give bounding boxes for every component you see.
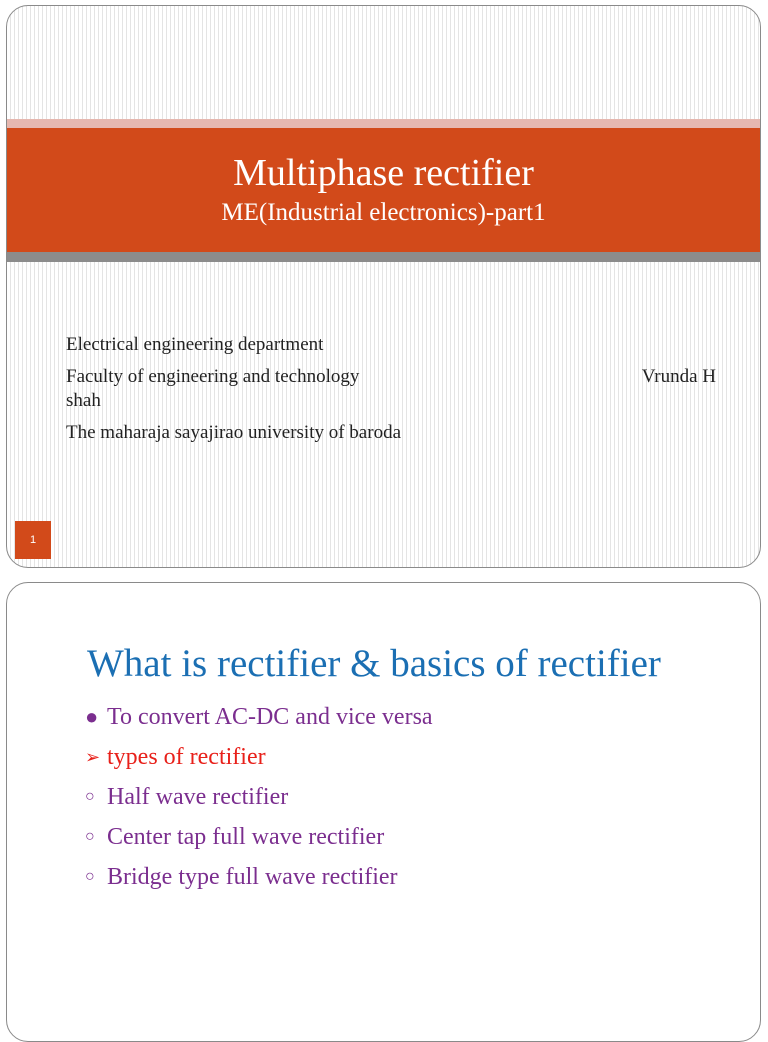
- bullet-text: To convert AC-DC and vice versa: [107, 704, 433, 730]
- author-info: [66, 333, 726, 453]
- list-item: [85, 743, 433, 771]
- title-band: [7, 128, 760, 252]
- ring-bullet-icon: ○: [85, 828, 95, 845]
- author-last-name: shah: [66, 390, 101, 411]
- list-item: [85, 823, 433, 851]
- title-slide: [6, 5, 761, 568]
- bullet-text: types of rectifier: [107, 744, 266, 770]
- faculty-author-line: [66, 365, 726, 413]
- ring-bullet-icon: ○: [85, 868, 95, 885]
- content-slide: [6, 582, 761, 1042]
- bullet-text: Center tap full wave rectifier: [107, 824, 385, 850]
- ring-bullet-icon: ○: [85, 788, 95, 805]
- list-item: [85, 863, 433, 891]
- department-line: Electrical engineering department: [66, 334, 324, 355]
- author-first-name: Vrunda H: [641, 366, 716, 387]
- bullet-list: [85, 703, 433, 903]
- faculty-text: Faculty of engineering and technology: [66, 366, 360, 387]
- filled-circle-bullet-icon: ●: [85, 704, 99, 729]
- pink-accent-band: [7, 119, 760, 128]
- page-number-badge: 1: [15, 521, 51, 559]
- slide-title: Multiphase rectifier: [233, 152, 534, 194]
- slide-subtitle: ME(Industrial electronics)-part1: [221, 199, 546, 226]
- slide-heading: What is rectifier & basics of rectifier: [87, 642, 661, 685]
- list-item: [85, 703, 433, 731]
- arrow-bullet-icon: ➢: [85, 747, 101, 767]
- gray-divider-band: [7, 252, 760, 262]
- university-line: The maharaja sayajirao university of baroda: [66, 422, 401, 443]
- bullet-text: Bridge type full wave rectifier: [107, 864, 398, 890]
- list-item: [85, 783, 433, 811]
- bullet-text: Half wave rectifier: [107, 784, 289, 810]
